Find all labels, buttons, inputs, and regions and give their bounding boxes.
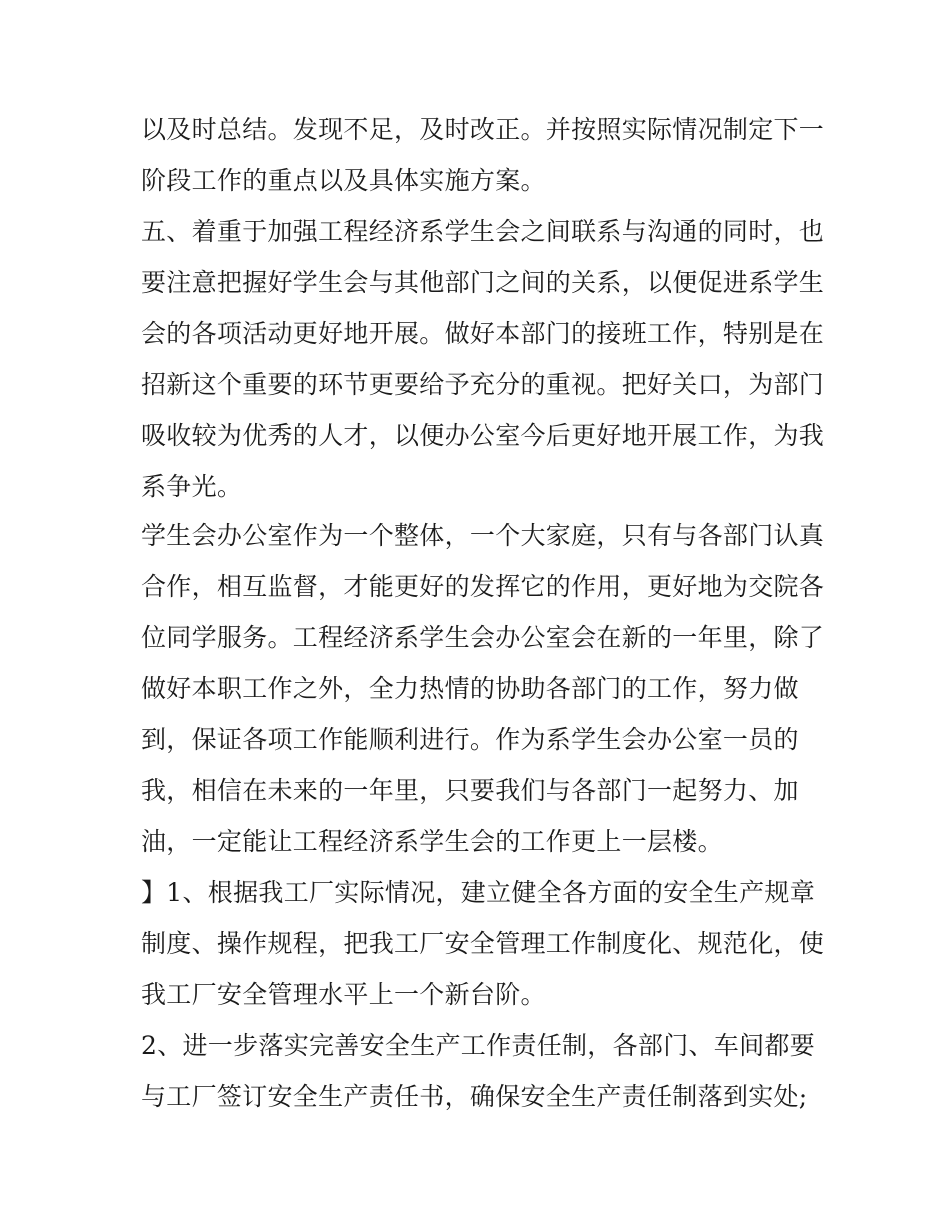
text-line: 以及时总结。发现不足，及时改正。并按照实际情况制定下一 bbox=[141, 115, 825, 144]
text-line: 五、着重于加强工程经济系学生会之间联系与沟通的同时，也 bbox=[141, 217, 825, 246]
text-line: 合作，相互监督，才能更好的发挥它的作用，更好地为交院各 bbox=[141, 572, 825, 601]
text-line: 系争光。 bbox=[141, 472, 243, 501]
text-line: 】1、根据我工厂实际情况，建立健全各方面的安全生产规章 bbox=[141, 878, 816, 907]
text-line: 制度、操作规程，把我工厂安全管理工作制度化、规范化，使 bbox=[141, 929, 825, 958]
text-line: 与工厂签订安全生产责任书，确保安全生产责任制落到实处; bbox=[141, 1082, 808, 1111]
text-line: 位同学服务。工程经济系学生会办公室会在新的一年里，除了 bbox=[141, 623, 825, 652]
text-line: 吸收较为优秀的人才，以便办公室今后更好地开展工作，为我 bbox=[141, 421, 825, 450]
text-line: 我工厂安全管理水平上一个新台阶。 bbox=[141, 980, 546, 1009]
text-line: 会的各项活动更好地开展。做好本部门的接班工作，特别是在 bbox=[141, 319, 825, 348]
text-line: 2、进一步落实完善安全生产工作责任制，各部门、车间都要 bbox=[141, 1031, 816, 1060]
text-line: 我，相信在未来的一年里，只要我们与各部门一起努力、加 bbox=[141, 776, 799, 805]
text-line: 学生会办公室作为一个整体，一个大家庭，只有与各部门认真 bbox=[141, 521, 825, 550]
text-line: 要注意把握好学生会与其他部门之间的关系，以便促进系学生 bbox=[141, 268, 825, 297]
text-line: 阶段工作的重点以及具体实施方案。 bbox=[141, 166, 546, 195]
text-line: 油，一定能让工程经济系学生会的工作更上一层楼。 bbox=[141, 827, 723, 856]
text-line: 到，保证各项工作能顺利进行。作为系学生会办公室一员的 bbox=[141, 725, 799, 754]
text-line: 招新这个重要的环节更要给予充分的重视。把好关口，为部门 bbox=[141, 370, 825, 399]
text-line: 做好本职工作之外，全力热情的协助各部门的工作，努力做 bbox=[141, 674, 799, 703]
